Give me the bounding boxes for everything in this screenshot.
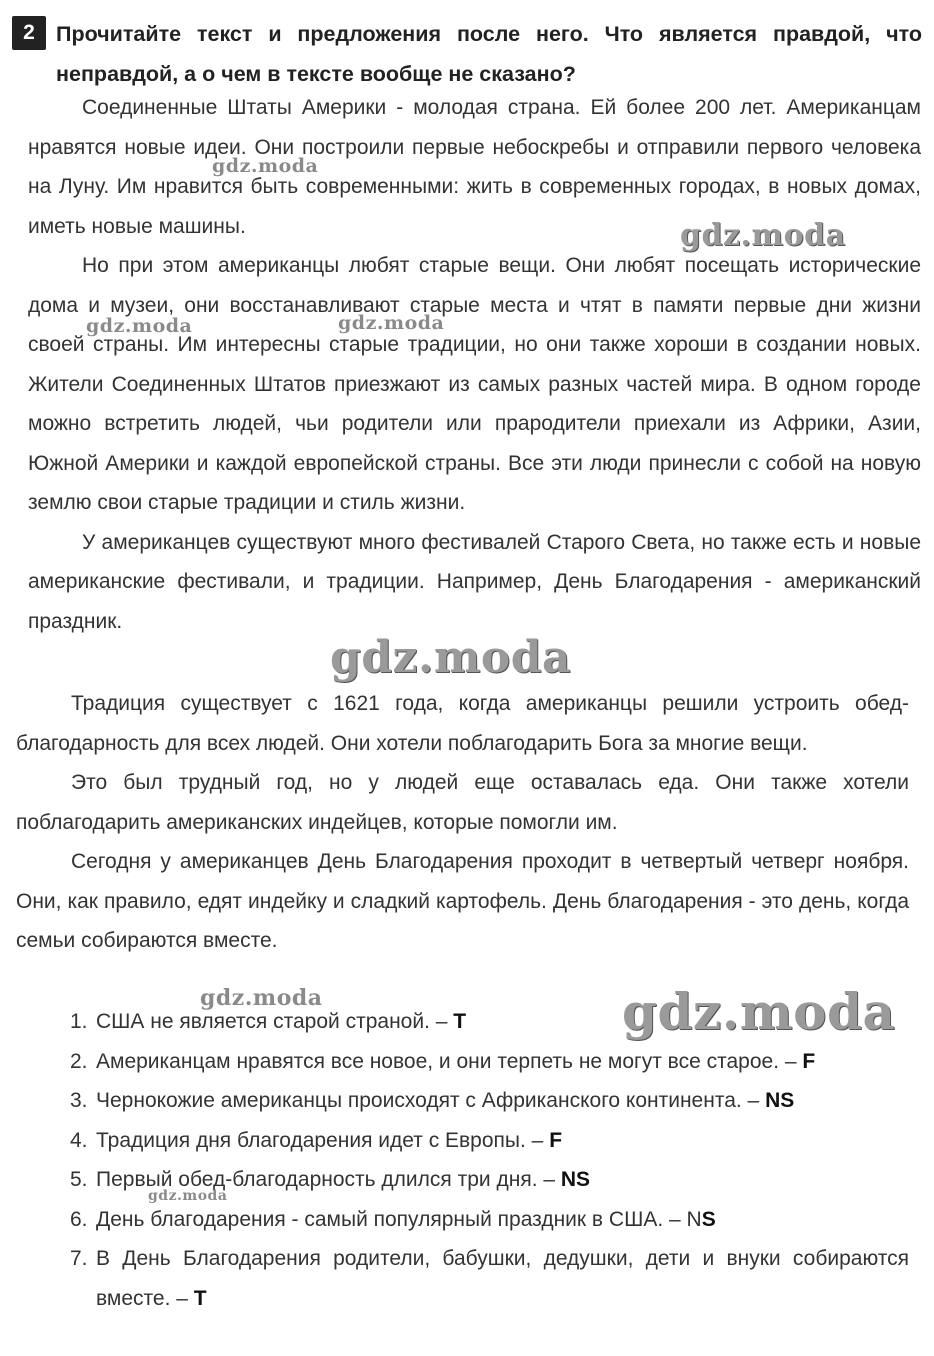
answer-mark: NS <box>560 1168 591 1191</box>
answer-mark: F <box>549 1128 563 1152</box>
answer-item <box>70 1160 909 1200</box>
text-paragraph: Но при этом американцы любят старые вещи. Они любят посещать исторические дома и музеи, они восстанавливают старые места и чтят в памяти первые дни жизни своей страны. Им интересны старые традиции, но они также хороши в создании новых. Жители Соединенных Штатов приезжают из самых разных частей мира. В одном городе можно встретить людей, чьи родители или прародители приехали из Африки, Азии, Южной Америки и каждой европейской страны. Все эти люди принесли с собой на новую землю свои старые традиции и стиль жизни. <box>28 254 921 514</box>
answer-item <box>70 1081 909 1121</box>
watermark: gdz.moda <box>622 982 896 1041</box>
answer-statement: День благодарения - самый популярный праздник в США. – N <box>96 1207 702 1231</box>
answer-mark: S <box>701 1207 716 1231</box>
answer-number: 4. <box>70 1128 88 1152</box>
answer-number: 2. <box>70 1049 88 1073</box>
reading-text-part-1 <box>28 88 921 641</box>
answer-mark: T <box>193 1286 207 1310</box>
text-paragraph: Это был трудный год, но у людей еще оставалась еда. Они также хотели поблагодарить американских индейцев, которые помогли им. <box>16 771 909 834</box>
answer-mark: F <box>802 1049 816 1073</box>
answer-statement: Традиция дня благодарения идет с Европы. – <box>96 1128 544 1152</box>
watermark: gdz.moda <box>330 632 572 683</box>
text-paragraph: У американцев существуют много фестивалей Старого Света, но также есть и новые американские фестивали, и традиции. Например, День Благодарения - американский праздник. <box>28 530 921 633</box>
watermark: gdz.moda <box>212 155 319 177</box>
watermark: gdz.moda <box>680 218 846 253</box>
answer-number: 1. <box>70 1010 88 1033</box>
text-paragraph: Соединенные Штаты Америки - молодая страна. Ей более 200 лет. Американцам нравятся новые идеи. Они построили первые небоскребы и отправили первого человека на Луну. Им нравится быть современными: жить в современных городах, в новых домах, иметь новые машины. <box>28 96 921 238</box>
answer-item <box>70 1239 909 1318</box>
answer-number: 7. <box>70 1247 88 1270</box>
text-paragraph: Сегодня у американцев День Благодарения проходит в четвертый четверг ноября. Они, как правило, едят индейку и сладкий картофель. День благодарения - это день, когда семьи собираются вместе. <box>16 850 909 952</box>
reading-text-part-2 <box>16 684 909 961</box>
answer-statement: Американцам нравятся все новое, и они терпеть не могут все старое. – <box>96 1049 797 1073</box>
answer-number: 3. <box>70 1089 88 1112</box>
task-instruction: Прочитайте текст и предложения после него. Что является правдой, что неправдой, а о чем в тексте вообще не сказано? <box>56 22 922 86</box>
answer-mark: T <box>453 1010 467 1033</box>
answer-statement: Первый обед-благодарность длился три дня. – <box>96 1168 556 1191</box>
answer-item <box>70 1042 909 1082</box>
answer-number: 6. <box>70 1207 88 1231</box>
watermark: gdz.moda <box>338 312 445 334</box>
watermark: gdz.moda <box>200 985 323 1011</box>
watermark: gdz.moda <box>148 1188 228 1204</box>
answers-list <box>70 1002 909 1318</box>
answer-statement: Чернокожие американцы происходят с Африканского континента. – <box>96 1089 760 1112</box>
answer-number: 5. <box>70 1168 88 1191</box>
answer-statement: В День Благодарения родители, бабушки, дедушки, дети и внуки собираются вместе. – <box>96 1247 909 1310</box>
answer-item <box>70 1200 909 1240</box>
answer-item <box>70 1121 909 1161</box>
task-number-badge: 2 <box>12 16 46 50</box>
answer-item <box>70 1002 909 1042</box>
answer-mark: NS <box>765 1089 795 1112</box>
watermark: gdz.moda <box>86 315 193 337</box>
answer-statement: США не является старой страной. – <box>96 1010 448 1033</box>
text-paragraph: Традиция существует с 1621 года, когда американцы решили устроить обед-благодарность для всех людей. Они хотели поблагодарить Бога за многие вещи. <box>16 692 909 755</box>
